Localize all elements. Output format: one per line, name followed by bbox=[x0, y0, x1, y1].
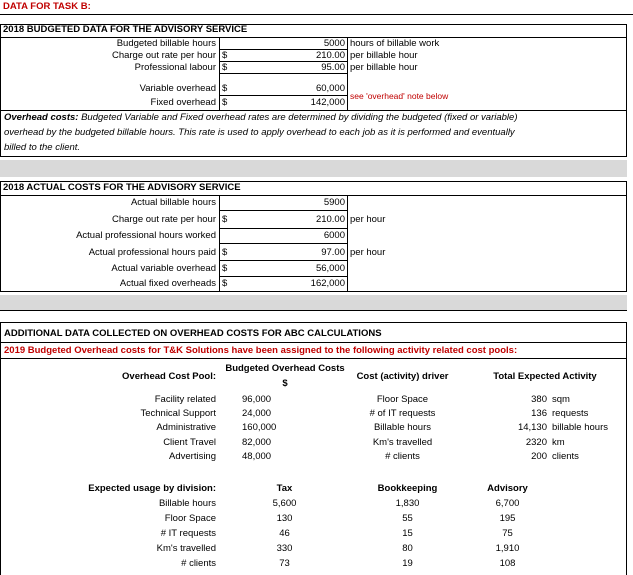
col-tax: Tax bbox=[276, 483, 293, 494]
actual-value-charge-out: 210.00 bbox=[315, 214, 345, 225]
actual-label-billable-hours: Actual billable hours bbox=[130, 197, 216, 208]
usage-tax: 46 bbox=[279, 528, 290, 539]
actual-currency: $ bbox=[222, 247, 228, 258]
overhead-note: see 'overhead' note below bbox=[350, 91, 449, 101]
col-total-expected-activity: Total Expected Activity bbox=[493, 371, 597, 382]
pool-cost: 96,000 bbox=[242, 394, 272, 405]
usage-header: Expected usage by division: bbox=[88, 483, 216, 494]
pool-name: Technical Support bbox=[140, 408, 216, 419]
budget-label-professional-labour: Professional labour bbox=[134, 62, 216, 73]
pool-qty: 2320 bbox=[525, 437, 547, 448]
budget-label-charge-out: Charge out rate per hour bbox=[111, 50, 216, 61]
pool-driver: Floor Space bbox=[376, 394, 429, 405]
budget-value-variable-overhead: 60,000 bbox=[315, 83, 345, 94]
usage-bookkeeping: 80 bbox=[402, 543, 413, 554]
usage-bookkeeping: 1,830 bbox=[395, 498, 420, 509]
budget-label-billable-hours: Budgeted billable hours bbox=[116, 38, 216, 49]
pool-driver: Km's travelled bbox=[372, 437, 433, 448]
pool-qty: 200 bbox=[531, 451, 547, 462]
usage-bookkeeping: 19 bbox=[402, 558, 413, 569]
actual-label-fixed-overheads: Actual fixed overheads bbox=[119, 278, 216, 289]
usage-tax: 5,600 bbox=[272, 498, 297, 509]
budget-currency: $ bbox=[222, 50, 228, 61]
pool-driver: # of IT requests bbox=[369, 408, 436, 419]
usage-bookkeeping: 15 bbox=[402, 528, 413, 539]
usage-label: Floor Space bbox=[164, 513, 216, 524]
overhead-paragraph-line2: overhead by the budgeted billable hours. This rate is used to apply overhead to each job as it is performed and eventually bbox=[4, 127, 515, 138]
pool-unit: clients bbox=[552, 451, 579, 462]
actual-currency: $ bbox=[222, 263, 228, 274]
budget-label-fixed-overhead: Fixed overhead bbox=[150, 97, 216, 108]
budget-label-variable-overhead: Variable overhead bbox=[139, 83, 216, 94]
pool-unit: billable hours bbox=[552, 422, 608, 433]
pool-cost: 48,000 bbox=[242, 451, 272, 462]
usage-label: Billable hours bbox=[158, 498, 216, 509]
usage-advisory: 75 bbox=[502, 528, 513, 539]
actual-value-fixed-overheads: 162,000 bbox=[310, 278, 345, 289]
pool-driver: # clients bbox=[385, 451, 420, 462]
separator-band bbox=[0, 295, 627, 310]
pool-cost: 160,000 bbox=[242, 422, 277, 433]
usage-advisory: 108 bbox=[499, 558, 516, 569]
actual-unit-charge-out: per hour bbox=[350, 214, 386, 225]
budget-value-charge-out: 210.00 bbox=[315, 50, 345, 61]
usage-label: # clients bbox=[181, 558, 216, 569]
actual-value-billable-hours: 5900 bbox=[323, 197, 345, 208]
usage-advisory: 6,700 bbox=[495, 498, 520, 509]
pool-name: Client Travel bbox=[163, 437, 216, 448]
actual-value-hours-worked: 6000 bbox=[323, 230, 345, 241]
abc-subheader: 2019 Budgeted Overhead costs for T&K Solutions have been assigned to the following activity related cost pools: bbox=[4, 345, 518, 356]
pool-driver: Billable hours bbox=[373, 422, 432, 433]
budget-unit-professional-labour: per billable hour bbox=[350, 62, 418, 73]
col-overhead-cost-pool: Overhead Cost Pool: bbox=[122, 371, 216, 382]
usage-advisory: 195 bbox=[499, 513, 516, 524]
usage-label: Km's travelled bbox=[156, 543, 216, 554]
actual-value-hours-paid: 97.00 bbox=[321, 247, 345, 258]
budget-value-billable-hours: 5000 bbox=[323, 38, 345, 49]
separator-band bbox=[0, 160, 627, 177]
budget-currency: $ bbox=[222, 97, 228, 108]
actual-unit-hours-paid: per hour bbox=[350, 247, 386, 258]
pool-qty: 14,130 bbox=[517, 422, 547, 433]
overhead-paragraph-line3: billed to the client. bbox=[4, 142, 81, 153]
overhead-paragraph-line1 bbox=[4, 112, 518, 124]
actual-currency: $ bbox=[222, 214, 228, 225]
actual-header: 2018 ACTUAL COSTS FOR THE ADVISORY SERVICE bbox=[3, 182, 241, 193]
col-budgeted-overhead-costs: Budgeted Overhead Costs bbox=[225, 363, 345, 374]
budget-currency: $ bbox=[222, 83, 228, 94]
budgeted-header: 2018 BUDGETED DATA FOR THE ADVISORY SERVICE bbox=[3, 24, 248, 35]
pool-unit: requests bbox=[552, 408, 589, 419]
usage-tax: 330 bbox=[276, 543, 293, 554]
actual-label-hours-worked: Actual professional hours worked bbox=[76, 230, 216, 241]
pool-cost: 82,000 bbox=[242, 437, 272, 448]
pool-cost: 24,000 bbox=[242, 408, 272, 419]
usage-label: # IT requests bbox=[160, 528, 216, 539]
usage-bookkeeping: 55 bbox=[402, 513, 413, 524]
col-budgeted-overhead-currency: $ bbox=[282, 378, 288, 389]
pool-qty: 136 bbox=[531, 408, 547, 419]
pool-name: Advertising bbox=[169, 451, 216, 462]
pool-name: Administrative bbox=[156, 422, 216, 433]
pool-qty: 380 bbox=[531, 394, 547, 405]
col-cost-driver: Cost (activity) driver bbox=[356, 371, 449, 382]
usage-tax: 73 bbox=[279, 558, 290, 569]
budget-unit-billable-hours: hours of billable work bbox=[350, 38, 440, 49]
usage-tax: 130 bbox=[276, 513, 293, 524]
col-advisory: Advisory bbox=[487, 483, 528, 494]
budget-unit-charge-out: per billable hour bbox=[350, 50, 418, 61]
task-title: DATA FOR TASK B: bbox=[3, 1, 91, 12]
actual-currency: $ bbox=[222, 278, 228, 289]
pool-name: Facility related bbox=[154, 394, 216, 405]
budget-value-professional-labour: 95.00 bbox=[321, 62, 345, 73]
col-bookkeeping: Bookkeeping bbox=[377, 483, 438, 494]
budget-currency: $ bbox=[222, 62, 228, 73]
overhead-text-1: Budgeted Variable and Fixed overhead rates are determined by dividing the budgeted (fixed or variable) bbox=[81, 112, 518, 123]
pool-unit: km bbox=[552, 437, 565, 448]
usage-advisory: 1,910 bbox=[495, 543, 520, 554]
abc-header: ADDITIONAL DATA COLLECTED ON OVERHEAD COSTS FOR ABC CALCULATIONS bbox=[4, 328, 382, 339]
overhead-lead: Overhead costs: bbox=[4, 112, 79, 123]
actual-value-variable-overhead: 56,000 bbox=[315, 263, 345, 274]
pool-unit: sqm bbox=[552, 394, 570, 405]
budget-value-fixed-overhead: 142,000 bbox=[310, 97, 345, 108]
actual-label-variable-overhead: Actual variable overhead bbox=[111, 263, 216, 274]
actual-label-hours-paid: Actual professional hours paid bbox=[88, 247, 216, 258]
actual-label-charge-out: Charge out rate per hour bbox=[111, 214, 216, 225]
